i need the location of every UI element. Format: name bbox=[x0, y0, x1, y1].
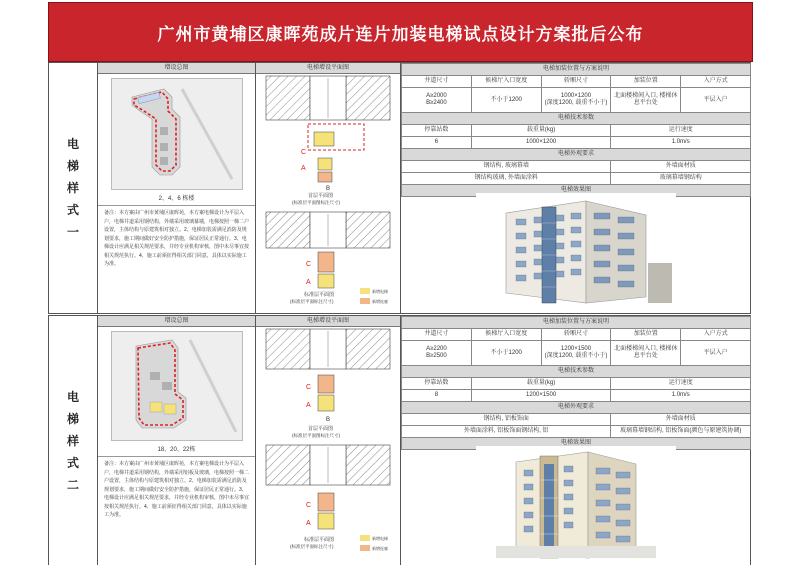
floor-plan-drawing bbox=[256, 74, 400, 313]
material-cell: 外墙面涂料, 铝板饰面钢结构, 铝 bbox=[402, 426, 611, 438]
plan-caption-2: 标准层平面图 bbox=[304, 537, 335, 543]
floor-plan-drawing-area bbox=[256, 74, 400, 313]
tech-val: 1.0m/s bbox=[611, 137, 751, 149]
floor-plan-header: 电梯增设平面图 bbox=[256, 316, 400, 327]
svg-text:A: A bbox=[306, 520, 311, 527]
legend-item-1: 新增电梯 bbox=[372, 536, 388, 541]
material-cell: 钢结构, 铝板饰面 bbox=[402, 414, 611, 426]
label-char: 式 bbox=[66, 203, 79, 217]
spec-col: 轿厢尺寸 bbox=[541, 76, 611, 88]
label-char: 一 bbox=[66, 225, 79, 239]
tech-col: 载重量(kg) bbox=[471, 378, 611, 390]
spec-col: 加装位置 bbox=[611, 76, 681, 88]
spec-col: 井道尺寸 bbox=[402, 76, 472, 88]
tech-col: 运行速度 bbox=[611, 125, 751, 137]
label-char: 梯 bbox=[66, 159, 79, 173]
elevator-style-section-2 bbox=[48, 315, 751, 565]
site-plan-drawing bbox=[112, 332, 242, 440]
spec-col: 轿厢尺寸 bbox=[541, 329, 611, 341]
section-label bbox=[49, 316, 98, 565]
description-text: 备注：本方案由广州市黄埔区康晖苑，本方案电梯设计为平层入户，电梯井道采用钢结构，外墙采用玻璃幕墙，电梯按照一梯二户设置，主体结构与原建筑相对独立。2、电梯加装需满足消防及规划要求，施工期间做好安全防护措施，保证居民正常通行。3、电梯设计应满足相关规范要求，并经专业机构审核，图中未尽事宜按相关规范执行。4、施工前须征得相关部门同意，具体以实际施工为准。 bbox=[104, 210, 250, 267]
legend-item-2: 新增连廊 bbox=[372, 546, 388, 551]
spec-header: 电梯加装位置与方案说明 bbox=[402, 317, 751, 329]
plan-label-b: B bbox=[326, 417, 331, 423]
spec-col: 加装位置 bbox=[611, 329, 681, 341]
label-char: 梯 bbox=[66, 411, 79, 426]
floor-plan-column bbox=[256, 316, 401, 565]
legend-item-2: 新增连廊 bbox=[372, 299, 388, 304]
material-cell: 玻璃幕墙钢结构, 铝板饰面(颜色与原建筑协调) bbox=[611, 426, 751, 438]
floor-plan-column bbox=[256, 63, 401, 313]
spec-val: 不小于1200 bbox=[471, 341, 541, 366]
elevator-style-section-1 bbox=[48, 62, 751, 314]
tech-val: 1000×1200 bbox=[471, 137, 611, 149]
site-plan-image bbox=[111, 78, 243, 190]
render-image bbox=[401, 444, 751, 565]
plan-caption-1: 首层平面图 bbox=[308, 426, 334, 432]
material-cell: 玻璃幕墙钢结构 bbox=[611, 173, 751, 185]
plan-caption-2b: (标准层平面标注尺寸) bbox=[290, 299, 334, 304]
spec-table bbox=[401, 316, 751, 450]
material-cell: 外墙面材质 bbox=[611, 161, 751, 173]
tech-val: 1.0m/s bbox=[611, 390, 751, 402]
site-plan-drawing bbox=[112, 79, 242, 189]
building-render-1 bbox=[476, 193, 676, 311]
spec-column bbox=[401, 63, 751, 313]
plan-caption-1b: (标准层平面图标注尺寸) bbox=[292, 433, 340, 438]
label-char: 电 bbox=[66, 137, 79, 151]
tech-header: 电梯技术参数 bbox=[402, 366, 751, 378]
tech-val: 1200×1500 bbox=[471, 390, 611, 402]
section-label bbox=[49, 63, 98, 313]
tech-header: 电梯技术参数 bbox=[402, 113, 751, 125]
site-plan-caption: 2、4、6 栋楼 bbox=[98, 193, 255, 206]
tech-col: 运行速度 bbox=[611, 378, 751, 390]
tech-col: 载重量(kg) bbox=[471, 125, 611, 137]
page-title: 广州市黄埔区康晖苑成片连片加装电梯试点设计方案批后公布 bbox=[157, 24, 644, 45]
plan-label-a: A bbox=[301, 165, 306, 172]
plan-label-b: B bbox=[326, 186, 331, 192]
spec-val: 1200×1500 (深度1200, 载重不小于) bbox=[541, 341, 611, 366]
plan-caption-2: 标准层平面图 bbox=[304, 292, 335, 298]
spec-col: 候梯厅入口宽度 bbox=[471, 329, 541, 341]
material-header: 电梯外观要求 bbox=[402, 149, 751, 161]
plan-caption-1: 首层平面图 bbox=[308, 193, 334, 199]
plan-label-c: C bbox=[306, 384, 312, 391]
floor-plan-drawing-area bbox=[256, 327, 400, 565]
spec-val: 平层入户 bbox=[681, 341, 751, 366]
material-cell: 外墙面材质 bbox=[611, 414, 751, 426]
render-header: 电梯效果图 bbox=[402, 438, 751, 450]
material-header: 电梯外观要求 bbox=[402, 402, 751, 414]
spec-val: 1000×1200 (深度1200, 载重不小于) bbox=[541, 88, 611, 113]
render-image bbox=[401, 191, 751, 313]
label-char: 电 bbox=[66, 389, 79, 404]
svg-text:C: C bbox=[306, 261, 312, 268]
plan-label-a: A bbox=[306, 402, 311, 409]
spec-col: 井道尺寸 bbox=[402, 329, 472, 341]
site-plan-column bbox=[98, 316, 256, 565]
site-plan-image bbox=[111, 331, 243, 441]
spec-col: 候梯厅入口宽度 bbox=[471, 76, 541, 88]
spec-header: 电梯加装位置与方案说明 bbox=[402, 64, 751, 76]
floor-plan-header: 电梯增设平面图 bbox=[256, 63, 400, 74]
site-plan-caption: 18、20、22栋 bbox=[98, 444, 255, 457]
spec-val: 北面楼梯间入口, 楼梯休息平台处 bbox=[611, 341, 681, 366]
tech-val: 8 bbox=[402, 390, 472, 402]
spec-col: 入户方式 bbox=[681, 329, 751, 341]
spec-val: A≥2200 B≥2500 bbox=[402, 341, 472, 366]
legend-item-1: 新增电梯 bbox=[372, 289, 388, 294]
site-plan-column bbox=[98, 63, 256, 313]
label-char: 二 bbox=[66, 477, 79, 492]
render-header: 电梯效果图 bbox=[402, 185, 751, 197]
spec-col: 入户方式 bbox=[681, 76, 751, 88]
spec-val: A≥2000 B≥2400 bbox=[402, 88, 472, 113]
material-cell: 钢结构, 玻璃幕墙 bbox=[402, 161, 611, 173]
spec-val: 平层入户 bbox=[681, 88, 751, 113]
spec-column bbox=[401, 316, 751, 565]
description-text: 备注：本方案由广州市黄埔区康晖苑，本方案电梯设计为平层入户，电梯井道采用钢结构，外墙采用铝板及玻璃，电梯按照一梯二户设置，主体结构与原建筑相对独立。2、电梯加装需满足消防及规划要求，施工期间做好安全防护措施，保证居民正常通行。3、电梯设计应满足相关规范要求，并经专业机构审核，图中未尽事宜按相关规范执行。4、施工前须征得相关部门同意，具体以实际施工为准。 bbox=[104, 461, 250, 518]
label-char: 样 bbox=[66, 433, 79, 448]
site-plan-header: 增设总图 bbox=[98, 316, 255, 327]
svg-text:C: C bbox=[306, 502, 312, 509]
tech-col: 停靠站数 bbox=[402, 378, 472, 390]
label-char: 式 bbox=[66, 455, 79, 470]
floor-plan-drawing bbox=[256, 327, 400, 565]
spec-val: 北面楼梯间入口, 楼梯休息平台处 bbox=[611, 88, 681, 113]
spec-val: 不小于1200 bbox=[471, 88, 541, 113]
title-bar bbox=[48, 2, 753, 62]
spec-table bbox=[401, 63, 751, 197]
plan-caption-2b: (标准层平面标注尺寸) bbox=[290, 544, 334, 549]
svg-text:A: A bbox=[306, 279, 311, 286]
material-cell: 钢结构玻璃, 外墙面涂料 bbox=[402, 173, 611, 185]
building-render-2 bbox=[476, 446, 676, 564]
site-plan-header: 增设总图 bbox=[98, 63, 255, 74]
plan-label-c: C bbox=[301, 149, 307, 156]
tech-col: 停靠站数 bbox=[402, 125, 472, 137]
plan-caption-1b: (标准层平面图标注尺寸) bbox=[292, 200, 340, 205]
label-char: 样 bbox=[66, 181, 79, 195]
tech-val: 6 bbox=[402, 137, 472, 149]
